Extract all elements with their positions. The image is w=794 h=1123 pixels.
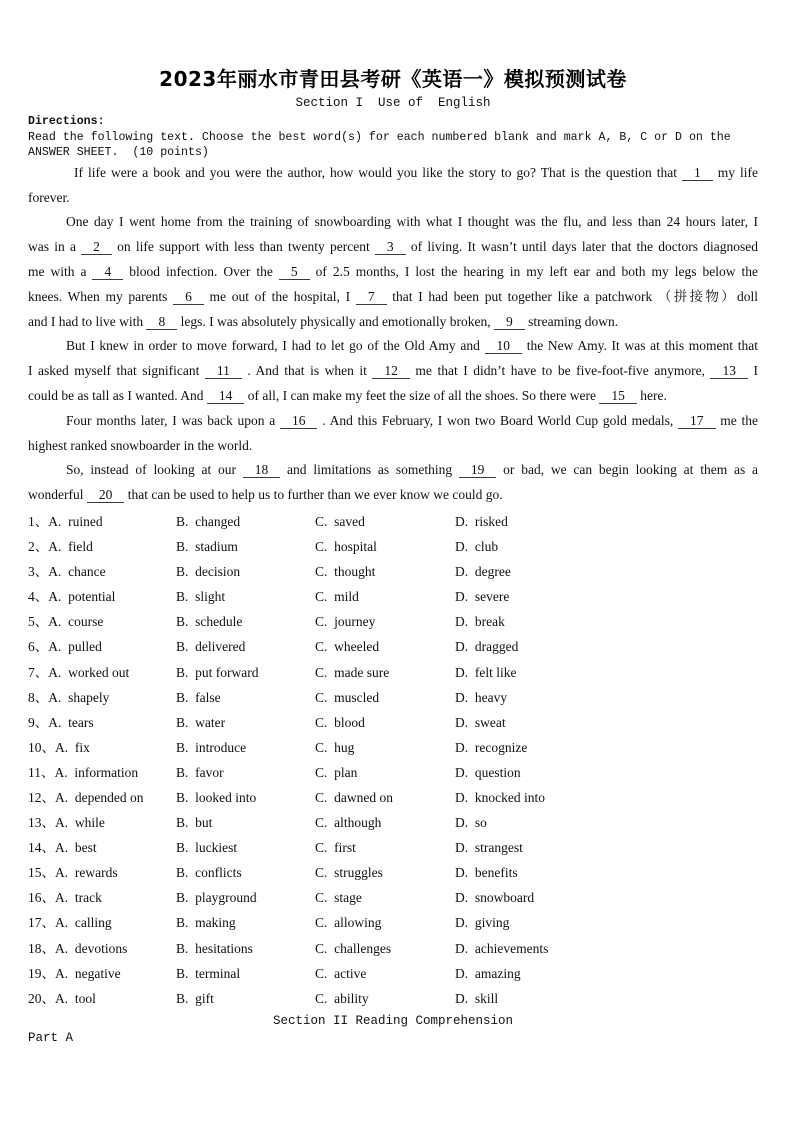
question-6-option-C: C. wheeled [315, 639, 380, 655]
question-5-option-D: D. break [455, 614, 505, 630]
question-row-3 [28, 559, 758, 584]
question-7-option-C: C. made sure [315, 664, 390, 680]
question-13-option-A: 13、A. while [28, 815, 105, 831]
question-16-option-B: B. playground [176, 890, 257, 906]
question-8-option-C: C. muscled [315, 689, 380, 705]
question-9-option-A: 9、A. tears [28, 714, 94, 730]
passage-line: me with a 4 blood infection. Over the 5 of 2.5 months, I lost the hearing in my left ear and both my legs below the [28, 263, 758, 279]
page-title: 2023年丽水市青田县考研《英语一》模拟预测试卷 [159, 67, 627, 91]
paragraph-4 [28, 409, 758, 459]
passage-line: Four months later, I was back upon a 16 . And this February, I won two Board World Cup gold medals, 17 me the [66, 412, 758, 428]
question-row-20 [28, 986, 758, 1011]
question-1-option-B: B. changed [176, 513, 241, 529]
question-row-7 [28, 660, 758, 685]
passage-line: was in a 2 on life support with less than twenty percent 3 of living. It wasn’t until days later that the doctors diagnosed [28, 239, 758, 255]
question-8-option-A: 8、A. shapely [28, 689, 110, 705]
passage-line: So, instead of looking at our 18 and limitations as something 19 or bad, we can begin looking at them as a [66, 462, 758, 478]
question-5-option-C: C. journey [315, 614, 376, 630]
question-15-option-B: B. conflicts [176, 865, 242, 881]
blank-6: 6 [173, 289, 204, 305]
question-row-8 [28, 685, 758, 710]
question-row-10 [28, 735, 758, 760]
paragraph-2 [28, 210, 758, 334]
question-3-option-B: B. decision [176, 564, 241, 580]
blank-2: 2 [81, 239, 112, 255]
question-10-option-A: 10、A. fix [28, 739, 90, 755]
section2-heading: Section II Reading Comprehension [272, 1013, 514, 1028]
question-13-option-C: C. although [315, 815, 382, 831]
question-16-option-A: 16、A. track [28, 890, 102, 906]
question-19-option-B: B. terminal [176, 965, 241, 981]
passage-line: knees. When my parents 6 me out of the hospital, I 7 that I had been put together like a patchwork （拼接物）doll [28, 288, 758, 304]
question-13-option-D: D. so [455, 815, 487, 831]
question-1-option-A: 1、A. ruined [28, 513, 103, 529]
question-3-option-A: 3、A. chance [28, 564, 106, 580]
passage-line: could be as tall as I wanted. And 14 of all, I can make my feet the size of all the shoes. So there were 15 here. [28, 387, 667, 403]
question-2-option-C: C. hospital [315, 539, 377, 555]
question-row-17 [28, 910, 758, 935]
question-8-option-D: D. heavy [455, 689, 508, 705]
question-1-option-C: C. saved [315, 513, 365, 529]
question-9-option-D: D. sweat [455, 714, 506, 730]
question-row-4 [28, 584, 758, 609]
question-14-option-B: B. luckiest [176, 840, 238, 856]
question-4-option-C: C. mild [315, 589, 359, 605]
question-4-option-A: 4、A. potential [28, 589, 116, 605]
passage-line: forever. [28, 189, 70, 205]
question-18-option-B: B. hesitations [176, 940, 253, 956]
question-row-15 [28, 860, 758, 885]
paragraph-1 [28, 161, 758, 211]
passage-line: I asked myself that significant 11 . And that is when it 12 me that I didn’t have to be five-foot-five anymore, 13 I [28, 363, 758, 379]
question-20-option-C: C. ability [315, 990, 369, 1006]
blank-11: 11 [205, 363, 242, 379]
question-15-option-D: D. benefits [455, 865, 518, 881]
question-4-option-D: D. severe [455, 589, 510, 605]
cloze-passage [28, 161, 758, 508]
paragraph-3 [28, 334, 758, 408]
question-13-option-B: B. but [176, 815, 213, 831]
question-11-option-C: C. plan [315, 764, 358, 780]
blank-9: 9 [494, 314, 525, 330]
question-16-option-C: C. stage [315, 890, 362, 906]
part-a-label: Part A [28, 1030, 74, 1045]
question-2-option-A: 2、A. field [28, 539, 93, 555]
question-10-option-B: B. introduce [176, 739, 247, 755]
question-6-option-D: D. dragged [455, 639, 519, 655]
passage-line: wonderful 20 that can be used to help us to further than we ever know we could go. [28, 487, 503, 503]
question-3-option-D: D. degree [455, 564, 511, 580]
question-7-option-B: B. put forward [176, 664, 259, 680]
blank-1: 1 [682, 165, 713, 181]
question-row-6 [28, 634, 758, 659]
directions-text-line-2: ANSWER SHEET. (10 points) [28, 146, 209, 160]
question-19-option-D: D. amazing [455, 965, 521, 981]
paragraph-5 [28, 458, 758, 508]
question-row-13 [28, 810, 758, 835]
question-12-option-B: B. looked into [176, 789, 257, 805]
blank-15: 15 [599, 388, 637, 404]
blank-7: 7 [356, 289, 387, 305]
question-15-option-C: C. struggles [315, 865, 383, 881]
question-10-option-D: D. recognize [455, 739, 528, 755]
question-19-option-A: 19、A. negative [28, 965, 121, 981]
question-row-19 [28, 961, 758, 986]
question-3-option-C: C. thought [315, 564, 376, 580]
blank-14: 14 [207, 388, 245, 404]
question-row-1 [28, 509, 758, 534]
question-5-option-A: 5、A. course [28, 614, 104, 630]
question-row-11 [28, 760, 758, 785]
question-14-option-A: 14、A. best [28, 840, 97, 856]
question-row-18 [28, 936, 758, 961]
blank-8: 8 [146, 314, 177, 330]
question-row-14 [28, 835, 758, 860]
question-4-option-B: B. slight [176, 589, 226, 605]
question-11-option-D: D. question [455, 764, 521, 780]
question-10-option-C: C. hug [315, 739, 355, 755]
options-list [28, 509, 758, 1011]
question-2-option-D: D. club [455, 539, 499, 555]
question-1-option-D: D. risked [455, 513, 508, 529]
question-11-option-A: 11、A. information [28, 764, 139, 780]
question-12-option-D: D. knocked into [455, 789, 545, 805]
question-5-option-B: B. schedule [176, 614, 243, 630]
blank-18: 18 [243, 462, 281, 478]
question-7-option-A: 7、A. worked out [28, 664, 130, 680]
question-20-option-B: B. gift [176, 990, 214, 1006]
passage-line: One day I went home from the training of snowboarding with what I thought was the flu, and less than 24 hours later, I [66, 214, 758, 230]
passage-line: If life were a book and you were the author, how would you like the story to go? That is the question that 1 my life [74, 164, 758, 180]
blank-3: 3 [375, 239, 406, 255]
question-17-option-A: 17、A. calling [28, 915, 112, 931]
question-18-option-A: 18、A. devotions [28, 940, 128, 956]
question-15-option-A: 15、A. rewards [28, 865, 118, 881]
question-17-option-C: C. allowing [315, 915, 382, 931]
blank-4: 4 [92, 264, 123, 280]
question-11-option-B: B. favor [176, 764, 224, 780]
blank-20: 20 [87, 487, 125, 503]
question-7-option-D: D. felt like [455, 664, 517, 680]
question-8-option-B: B. false [176, 689, 221, 705]
question-18-option-D: D. achievements [455, 940, 549, 956]
question-19-option-C: C. active [315, 965, 367, 981]
blank-5: 5 [279, 264, 310, 280]
question-12-option-A: 12、A. depended on [28, 789, 144, 805]
passage-line: and I had to live with 8 legs. I was absolutely physically and emotionally broken, 9 streaming down. [28, 313, 619, 329]
question-9-option-B: B. water [176, 714, 226, 730]
question-17-option-B: B. making [176, 915, 236, 931]
question-12-option-C: C. dawned on [315, 789, 393, 805]
question-row-12 [28, 785, 758, 810]
question-row-16 [28, 885, 758, 910]
blank-17: 17 [678, 413, 716, 429]
question-14-option-D: D. strangest [455, 840, 523, 856]
blank-12: 12 [372, 363, 410, 379]
blank-16: 16 [280, 413, 318, 429]
section1-heading: Section I Use of English [295, 96, 491, 110]
directions-block [28, 114, 758, 161]
question-row-9 [28, 710, 758, 735]
directions-label: Directions: [28, 115, 105, 128]
directions-text-line-1: Read the following text. Choose the best word(s) for each numbered blank and mark A, B, C or D on the [28, 130, 731, 144]
question-18-option-C: C. challenges [315, 940, 392, 956]
passage-line: highest ranked snowboarder in the world. [28, 437, 253, 453]
passage-line: But I knew in order to move forward, I had to let go of the Old Amy and 10 the New Amy. It was at this moment that [66, 338, 758, 354]
question-2-option-B: B. stadium [176, 539, 238, 555]
question-6-option-B: B. delivered [176, 639, 246, 655]
question-20-option-D: D. skill [455, 990, 499, 1006]
question-row-5 [28, 609, 758, 634]
question-16-option-D: D. snowboard [455, 890, 535, 906]
question-row-2 [28, 534, 758, 559]
question-9-option-C: C. blood [315, 714, 365, 730]
question-17-option-D: D. giving [455, 915, 510, 931]
blank-13: 13 [710, 363, 748, 379]
question-14-option-C: C. first [315, 840, 356, 856]
question-20-option-A: 20、A. tool [28, 990, 96, 1006]
question-6-option-A: 6、A. pulled [28, 639, 102, 655]
blank-19: 19 [459, 462, 497, 478]
blank-10: 10 [485, 338, 523, 354]
